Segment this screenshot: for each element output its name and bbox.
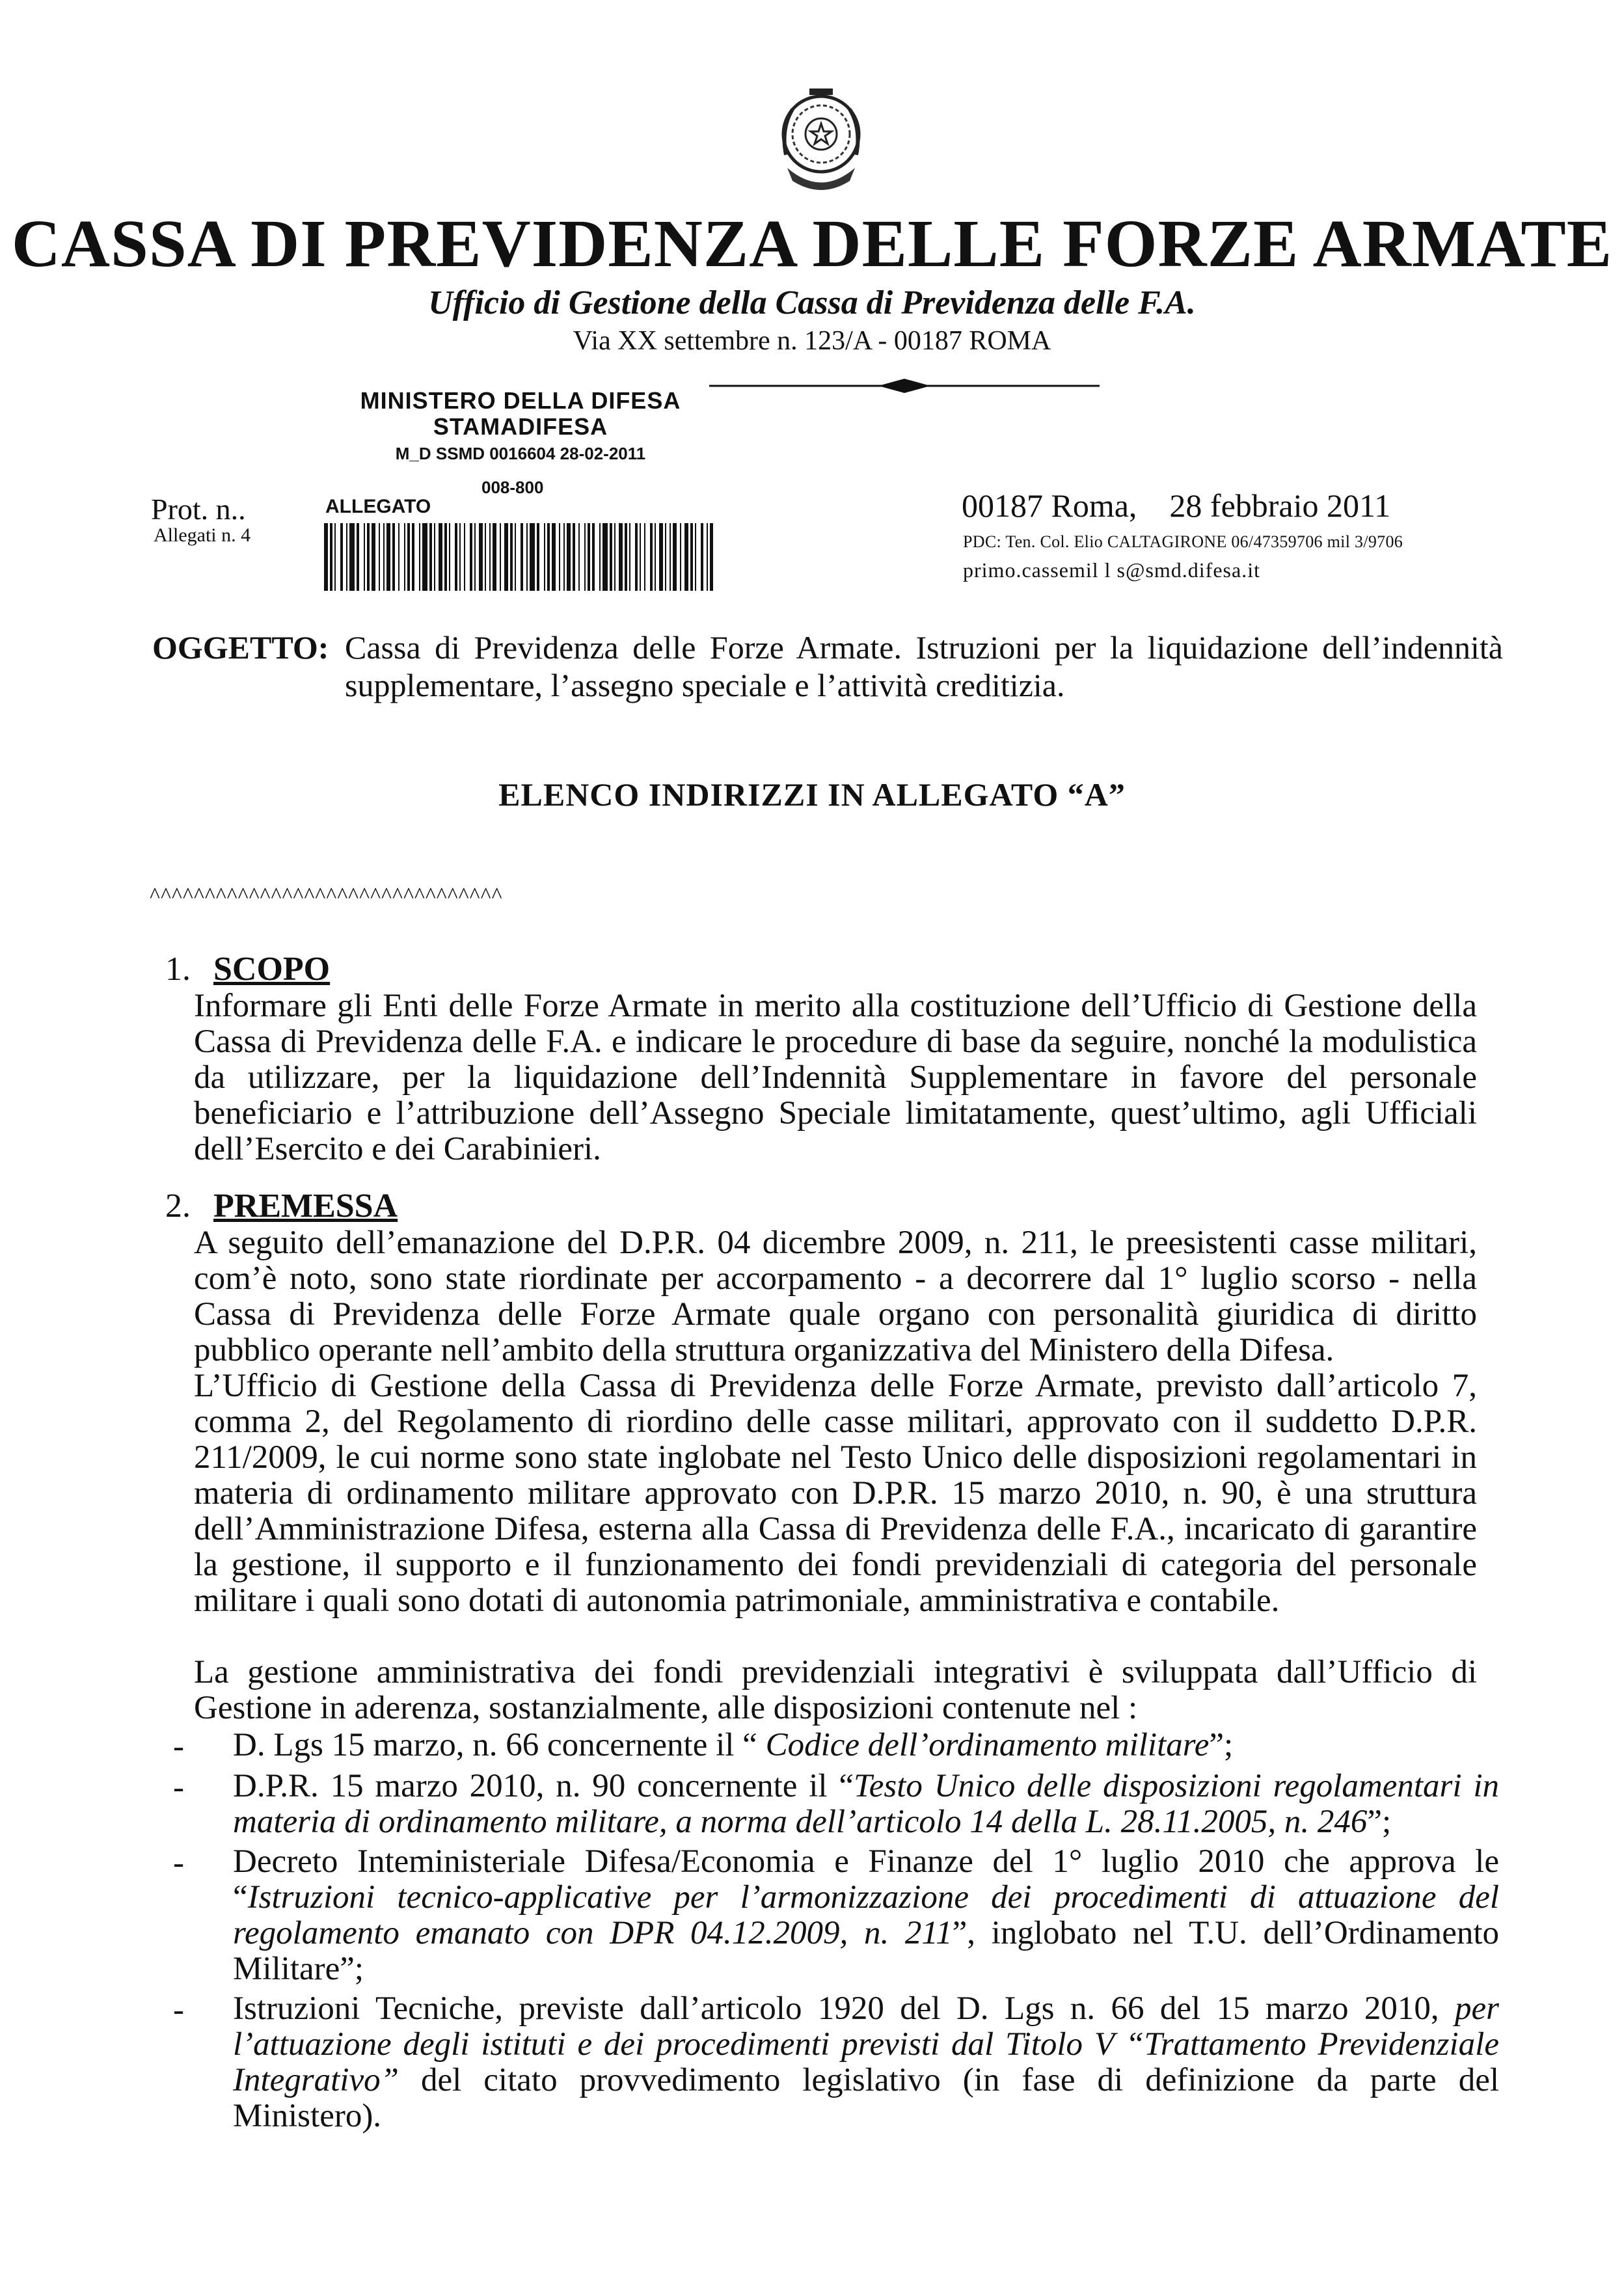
barcode-bar: [407, 523, 410, 591]
barcode-bar: [659, 523, 663, 591]
barcode-bar: [485, 523, 486, 591]
bullet-dash: -: [173, 1992, 184, 2028]
barcode-bar: [644, 523, 645, 591]
barcode-bar: [588, 523, 590, 591]
barcode-bar: [324, 523, 328, 591]
bullet-item: [233, 1844, 1499, 1987]
stamp-allegato: ALLEGATO: [325, 496, 431, 517]
bullet-text-end: ”;: [1209, 1727, 1234, 1763]
barcode-bar: [707, 523, 708, 591]
bullet-text-end: ”, inglobato nel T.U. dell’Ordinamento Militare”;: [233, 1915, 1499, 1987]
barcode-bar: [629, 523, 630, 591]
barcode-bar: [599, 523, 601, 591]
separator-marks: ^^^^^^^^^^^^^^^^^^^^^^^^^^^^^^^^: [150, 884, 503, 908]
barcode-bar: [625, 523, 627, 591]
barcode-bar: [559, 523, 560, 591]
barcode-bar: [504, 523, 508, 591]
barcode-bar: [567, 523, 571, 591]
scope-paragraph: Informare gli Enti delle Forze Armate in merito alla costituzione dell’Ufficio di Gestione della Cassa di Previdenza delle F.A. e indicare le procedure di base da seguire, nonché la modulistica da utilizzare, per la liquidazione dell’Indennità Supplementare in favore del personale beneficiario e l’attribuzione dell’Assegno Speciale limitatamente, quest’ultimo, agli Ufficiali dell’Esercito e dei Carabinieri.: [194, 988, 1477, 1167]
attachments-count: Allegati n. 4: [154, 524, 251, 546]
barcode-bar: [334, 523, 336, 591]
barcode-bar: [386, 523, 390, 591]
barcode-bar: [530, 523, 535, 591]
barcode: [323, 523, 713, 591]
bullet-item: [233, 1728, 1499, 1763]
bullet-item: [233, 1769, 1499, 1840]
bullet-text: Decreto Inteministeriale Difesa/Economia e Finanze del 1° luglio 2010 che approva le “: [233, 1843, 1499, 1916]
bullet-dash: -: [173, 1769, 184, 1806]
barcode-bar: [573, 523, 575, 591]
bullet-text-end: ”;: [1367, 1804, 1392, 1840]
bullet-item: [233, 1991, 1499, 2134]
barcode-bar: [665, 523, 666, 591]
barcode-bar: [392, 523, 395, 591]
barcode-bar: [470, 523, 472, 591]
protocol-number-label: Prot. n..: [151, 493, 246, 526]
office-address: Via XX settembre n. 123/A - 00187 ROMA: [573, 326, 1051, 356]
bullet-dash: -: [173, 1845, 184, 1881]
barcode-bar: [610, 523, 612, 591]
barcode-bar: [398, 523, 399, 591]
barcode-bar: [364, 523, 365, 591]
bullet-text: D. Lgs 15 marzo, n. 66 concernente il “: [233, 1727, 766, 1763]
barcode-bar: [459, 523, 461, 591]
premise-paragraph-2: L’Ufficio di Gestione della Cassa di Previdenza delle Forze Armate, previsto dall’articolo 7, comma 2, del Regolamento di riordino delle casse militari, approvato con il suddetto D.P.R. 211/2009, le cui norme sono state inglobate nel Testo Unico delle disposizioni regolamentari in materia di ordinamento militare approvato con D.P.R. 15 marzo 2010, n. 90, è una struttura dell’Amministrazione Difesa, esterna alla Cassa di Previdenza delle F.A., incaricato di garantire la gestione, il supporto e il funzionamento dei fondi previdenziali di categoria del personale militare i quali sono dotati di autonomia patrimoniale, amministrativa e contabile.: [194, 1368, 1477, 1619]
bullet-text: D.P.R. 15 marzo 2010, n. 90 concernente il “: [233, 1768, 854, 1804]
barcode-bar: [444, 523, 447, 591]
subject-label: OGGETTO:: [152, 629, 329, 666]
place-date: 00187 Roma, 28 febbraio 2011: [962, 487, 1391, 524]
barcode-bar: [655, 523, 656, 591]
bullet-text: Istruzioni Tecniche, previste dall’articolo 1920 del D. Lgs n. 66 del 15 marzo 2010,: [233, 1990, 1455, 2027]
barcode-bar: [449, 523, 450, 591]
subject-text: Cassa di Previdenza delle Forze Armate. Istruzioni per la liquidazione dell’indennità supplementare, l’assegno speciale e l’attività creditizia.: [345, 629, 1503, 703]
section-number: 2.: [165, 1187, 191, 1225]
barcode-bar: [544, 523, 545, 591]
barcode-bar: [592, 523, 595, 591]
stamp-code: 008-800: [481, 478, 544, 497]
barcode-bar: [563, 523, 565, 591]
stamp-office: STAMADIFESA: [433, 413, 608, 440]
office-subtitle: Ufficio di Gestione della Cassa di Previdenza delle F.A.: [428, 284, 1196, 321]
bullet-dash: -: [173, 1728, 184, 1765]
premise-paragraph-3: La gestione amministrativa dei fondi previdenziali integrativi è sviluppata dall’Ufficio di Gestione in aderenza, sostanzialmente, alle disposizioni contenute nel :: [194, 1654, 1477, 1726]
bullet-text-end: del citato provvedimento legislativo (in fase di definizione da parte del Ministero).: [233, 2062, 1499, 2134]
organization-title: CASSA DI PREVIDENZA DELLE FORZE ARMATE: [11, 206, 1613, 281]
barcode-bar: [493, 523, 496, 591]
point-of-contact: PDC: Ten. Col. Elio CALTAGIRONE 06/47359706 mil 3/9706: [963, 532, 1403, 551]
barcode-bar: [500, 523, 501, 591]
barcode-bar: [614, 523, 616, 591]
barcode-bar: [670, 523, 671, 591]
barcode-bar: [372, 523, 375, 591]
barcode-bar: [578, 523, 580, 591]
barcode-bar: [349, 523, 355, 591]
barcode-bar: [383, 523, 385, 591]
section-title: PREMESSA: [213, 1187, 398, 1225]
barcode-bar: [680, 523, 681, 591]
barcode-bar: [404, 523, 405, 591]
republic-emblem-icon: [773, 83, 869, 199]
barcode-bar: [640, 523, 641, 591]
bullet-citation: Codice dell’ordinamento militare: [765, 1727, 1210, 1763]
address-list-heading: ELENCO INDIRIZZI IN ALLEGATO “A”: [498, 776, 1126, 813]
barcode-bar: [635, 523, 638, 591]
barcode-bar: [619, 523, 623, 591]
barcode-bar: [690, 523, 693, 591]
stamp-protocol-number: M_D SSMD 0016604 28-02-2011: [395, 444, 646, 463]
barcode-bar: [439, 523, 442, 591]
barcode-bar: [552, 523, 556, 591]
barcode-bar: [474, 523, 476, 591]
bullet-citation: Testo Unico delle disposizioni regolamentari in materia di ordinamento militare, a norma dell’articolo 14 della L. 28.11.2005, n. 246: [233, 1768, 1499, 1840]
barcode-bar: [695, 523, 696, 591]
barcode-bar: [510, 523, 513, 591]
contact-email: primo.cassemil l s@smd.difesa.it: [963, 558, 1260, 582]
barcode-bar: [379, 523, 380, 591]
barcode-bar: [602, 523, 608, 591]
barcode-bar: [701, 523, 703, 591]
barcode-bar: [346, 523, 347, 591]
barcode-bar: [412, 523, 414, 591]
section-number: 1.: [165, 951, 191, 988]
barcode-bar: [526, 523, 528, 591]
barcode-bar: [684, 523, 688, 591]
barcode-bar: [521, 523, 523, 591]
stamp-ministry: MINISTERO DELLA DIFESA: [360, 387, 681, 414]
barcode-bar: [434, 523, 435, 591]
barcode-bar: [455, 523, 457, 591]
barcode-bar: [489, 523, 491, 591]
premise-paragraph-1: A seguito dell’emanazione del D.P.R. 04 dicembre 2009, n. 211, le preesistenti casse militari, com’è noto, sono state riordinate per accorpamento - a decorrere dal 1° luglio scorso - nella Cassa di Previdenza delle Forze Armate quale organo con personalità giuridica di diritto pubblico operante nell’ambito della struttura organizzativa del Ministero della Difesa.: [194, 1225, 1477, 1368]
barcode-bar: [340, 523, 343, 591]
bullet-citation: Istruzioni tecnico-applicative per l’armonizzazione dei procedimenti di attuazione del regolamento emanato con DPR 04.12.2009, n. 211: [233, 1879, 1499, 1951]
barcode-bar: [464, 523, 465, 591]
barcode-bar: [479, 523, 483, 591]
barcode-bar: [422, 523, 427, 591]
header-divider: [709, 376, 1100, 396]
barcode-bar: [537, 523, 539, 591]
barcode-bar: [673, 523, 677, 591]
barcode-bar: [547, 523, 550, 591]
barcode-bar: [650, 523, 653, 591]
barcode-bar: [710, 523, 713, 591]
barcode-bar: [429, 523, 432, 591]
barcode-bar: [419, 523, 420, 591]
barcode-bar: [357, 523, 359, 591]
barcode-bar: [367, 523, 370, 591]
barcode-bar: [330, 523, 332, 591]
section-title: SCOPO: [213, 951, 331, 988]
bullet-citation: per l’attuazione degli istituti e dei procedimenti previsti dal Titolo V “Trattamento Previdenziale Integrativo”: [233, 1990, 1499, 2098]
barcode-bar: [584, 523, 586, 591]
barcode-bar: [515, 523, 516, 591]
protocol-stamp: [325, 387, 716, 517]
